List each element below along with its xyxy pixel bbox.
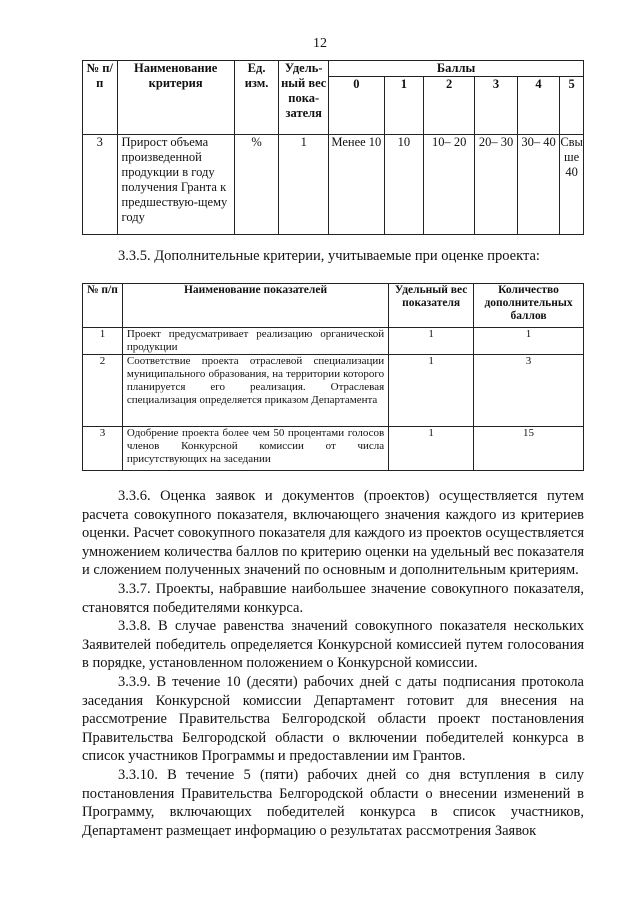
criteria-table bbox=[82, 60, 584, 235]
table-row bbox=[83, 135, 584, 235]
paragraph-3-3-9: 3.3.9. В течение 10 (десяти) рабочих дней с даты подписания протокола заседания Конкурсной комиссии Департамент готовит для внесения на рассмотрение Правительства Белгородской области проект постановления Правительства Белгородской области о включении победителей конкурса в список участников Программы и предоставлении им Грантов. bbox=[82, 673, 584, 765]
header-point-4: 4 bbox=[517, 77, 559, 135]
row-extra-points: 3 bbox=[474, 355, 584, 427]
table-row bbox=[83, 328, 584, 355]
paragraph-3-3-6: 3.3.6. Оценка заявок и документов (проектов) осуществляется путем расчета совокупного показателя, включающего значения каждого из критериев оценки. Расчет совокупного показателя для каждого из проектов осуществляется умножением количества баллов по критерию оценки на удельный вес показателя и сложением полученных значений по основным и дополнительным критериям. bbox=[82, 488, 584, 579]
header-weight: Удель-ный вес пока-зателя bbox=[279, 61, 329, 135]
row-point-2: 10– 20 bbox=[424, 135, 475, 235]
row-num: 1 bbox=[83, 328, 123, 355]
row-weight: 1 bbox=[389, 328, 474, 355]
additional-criteria-table bbox=[82, 283, 584, 471]
row-num: 3 bbox=[83, 135, 118, 235]
header-num: № п/п bbox=[83, 284, 123, 328]
paragraph-3-3-8: 3.3.8. В случае равенства значений совокупного показателя нескольких Заявителей победитель определяется Конкурсной комиссией путем голосования в порядке, установленном положением о Конкурсной комиссии. bbox=[82, 618, 584, 672]
row-extra-points: 15 bbox=[474, 427, 584, 471]
header-criterion-name: Наименование критерия bbox=[117, 61, 234, 135]
row-indicator-name: Проект предусматривает реализацию органической продукции bbox=[122, 328, 388, 355]
row-extra-points: 1 bbox=[474, 328, 584, 355]
row-criterion-name: Прирост объема произведенной продукции в году получения Гранта к предшествую-щему году bbox=[117, 135, 234, 235]
row-indicator-name: Одобрение проекта более чем 50 процентами голосов членов Конкурсной комиссии от числа присутствующих на заседании bbox=[122, 427, 388, 471]
paragraph-3-3-7: 3.3.7. Проекты, набравшие наибольшее значение совокупного показателя, становятся победителями конкурса. bbox=[82, 580, 584, 616]
body-text bbox=[82, 487, 584, 840]
header-point-3: 3 bbox=[475, 77, 517, 135]
header-num: № п/п bbox=[83, 61, 118, 135]
row-num: 2 bbox=[83, 355, 123, 427]
table-row bbox=[83, 427, 584, 471]
paragraph-3-3-10: 3.3.10. В течение 5 (пяти) рабочих дней со дня вступления в силу постановления Правительства Белгородской области о внесении изменений в Программу, включающих победителей конкурса в список участников, Департамент размещает информацию о результатах рассмотрения Заявок bbox=[82, 766, 584, 839]
section-heading: 3.3.5. Дополнительные критерии, учитываемые при оценке проекта: bbox=[118, 248, 540, 264]
row-weight: 1 bbox=[389, 427, 474, 471]
row-point-0: Менее 10 bbox=[329, 135, 385, 235]
row-weight: 1 bbox=[389, 355, 474, 427]
header-weight: Удельный вес показателя bbox=[389, 284, 474, 328]
row-point-5: Свы ше 40 bbox=[560, 135, 584, 235]
row-num: 3 bbox=[83, 427, 123, 471]
header-extra-points: Количество дополнительных баллов bbox=[474, 284, 584, 328]
page-number: 12 bbox=[313, 36, 327, 51]
header-unit: Ед. изм. bbox=[234, 61, 279, 135]
table-row bbox=[83, 355, 584, 427]
header-point-5: 5 bbox=[560, 77, 584, 135]
header-indicator-name: Наименование показателей bbox=[122, 284, 388, 328]
row-point-1: 10 bbox=[384, 135, 423, 235]
header-point-0: 0 bbox=[329, 77, 385, 135]
header-point-1: 1 bbox=[384, 77, 423, 135]
row-weight: 1 bbox=[279, 135, 329, 235]
row-unit: % bbox=[234, 135, 279, 235]
row-point-3: 20– 30 bbox=[475, 135, 517, 235]
row-indicator-name: Соответствие проекта отраслевой специализации муниципального образования, на территории которого планируется его реализация. Отраслевая специализация определяется приказом Департамента bbox=[122, 355, 388, 427]
header-points: Баллы bbox=[329, 61, 584, 77]
header-point-2: 2 bbox=[424, 77, 475, 135]
row-point-4: 30– 40 bbox=[517, 135, 559, 235]
